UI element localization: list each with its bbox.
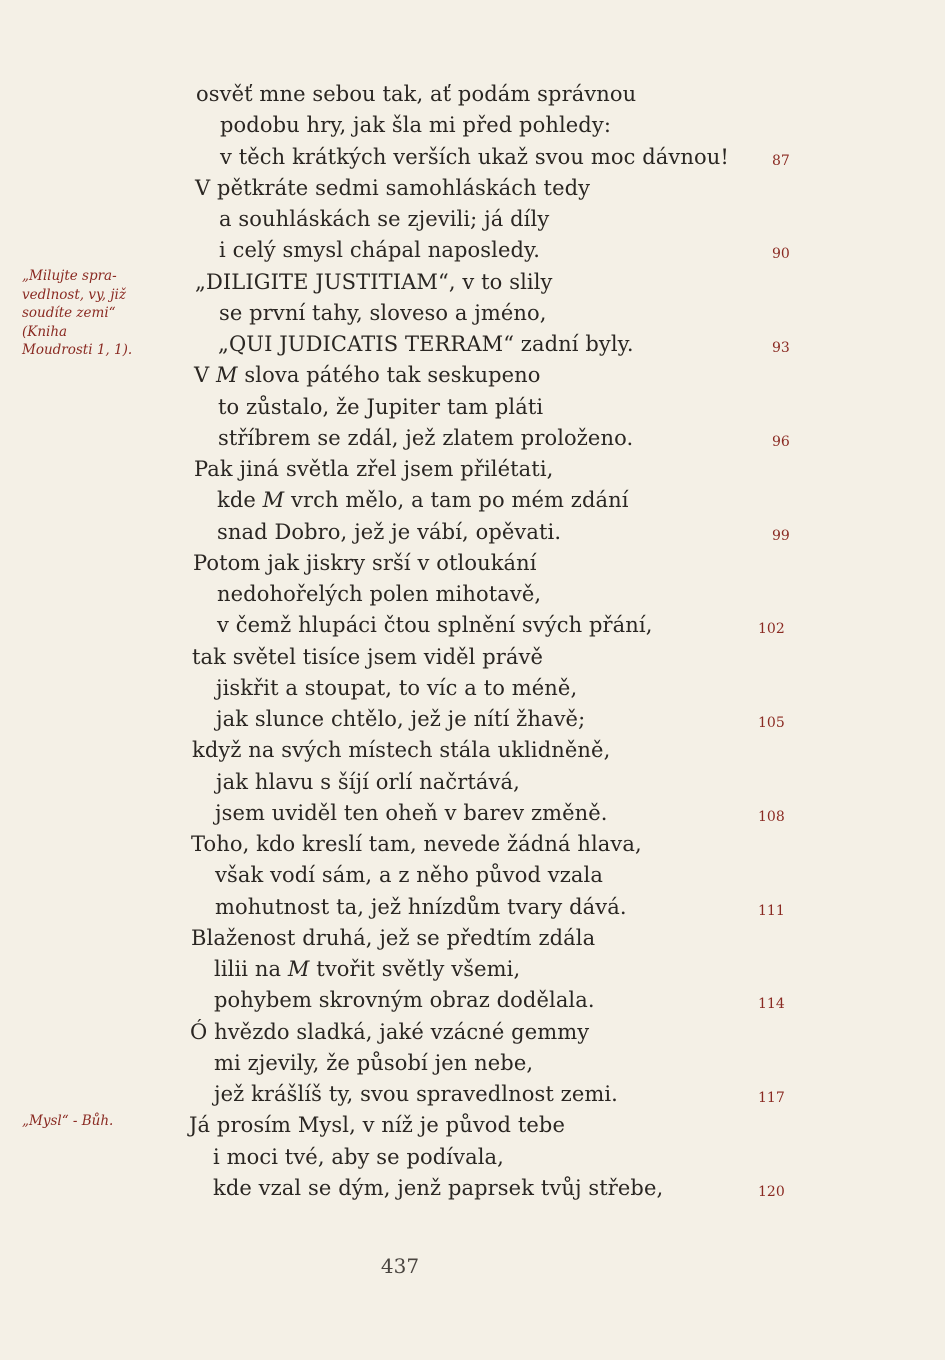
line-number: 102 — [758, 621, 785, 638]
line-number: 120 — [758, 1183, 785, 1200]
line-number: 114 — [758, 996, 785, 1013]
verse-line: kde M vrch mělo, a tam po mém zdání — [217, 488, 629, 513]
verse-line: „QUI JUDICATIS TERRAM“ zadní byly. — [218, 332, 634, 356]
verse-line: snad Dobro, jež je vábí, opěvati. — [217, 519, 562, 544]
verse-line: i moci tvé, aby se podívala, — [213, 1144, 504, 1169]
verse-line: v těch krátkých verších ukaž svou moc dávnou! — [220, 144, 729, 169]
verse-line: mohutnost ta, jež hnízdům tvary dává. — [215, 894, 627, 919]
line-number: 87 — [772, 152, 790, 169]
page-number: 437 — [380, 1254, 420, 1278]
verse-line: Pak jiná světla zřel jsem přilétati, — [194, 457, 554, 481]
line-number: 90 — [772, 246, 790, 263]
verse-line: jak hlavu s šíjí orlí načrtává, — [216, 769, 520, 794]
verse-line: osvěť mne sebou tak, ať podám správnou — [196, 82, 637, 106]
verse-line: lilii na M tvořit světly všemi, — [214, 957, 521, 981]
line-number: 93 — [772, 340, 790, 356]
verse-line: jež krášlíš ty, svou spravedlnost zemi. — [214, 1082, 618, 1106]
verse-line: v čemž hlupáci čtou splnění svých přání, — [217, 613, 653, 638]
verse-line: V pětkráte sedmi samohláskách tedy — [195, 175, 591, 200]
verse-line: pohybem skrovným obraz dodělala. — [214, 988, 595, 1013]
verse-line: to zůstalo, že Jupiter tam pláti — [218, 394, 544, 419]
line-number: 99 — [772, 527, 790, 544]
verse-line: jiskřit a stoupat, to víc a to méně, — [216, 675, 578, 700]
line-number: 108 — [758, 808, 785, 825]
line-number: 111 — [758, 902, 785, 919]
verse-line: mi zjevily, že působí jen nebe, — [214, 1050, 534, 1075]
verse-line: „DILIGITE JUSTITIAM“, v to slily — [195, 269, 553, 294]
verse-line: a souhláskách se zjevili; já díly — [219, 207, 550, 231]
margin-note-line: (Kniha — [22, 323, 68, 340]
verse-line: však vodí sám, a z něho původ vzala — [215, 863, 603, 888]
verse-line: podobu hry, jak šla mi před pohledy: — [220, 113, 611, 138]
verse-line: jsem uviděl ten oheň v barev změně. — [215, 800, 608, 825]
verse-line: když na svých místech stála uklidněně, — [192, 738, 611, 763]
verse-line: i celý smysl chápal naposledy. — [219, 238, 540, 263]
line-number: 117 — [758, 1090, 785, 1106]
verse-line: Toho, kdo kreslí tam, nevede žádná hlava, — [191, 832, 642, 856]
verse-line: V M slova pátého tak seskupeno — [194, 363, 541, 388]
margin-note-line: „Mysl“ - Bůh. — [22, 1113, 114, 1129]
margin-note-line: vedlnost, vy, již — [22, 286, 126, 303]
verse-line: nedohořelých polen mihotavě, — [217, 582, 542, 606]
verse-line: stříbrem se zdál, jež zlatem proloženo. — [218, 425, 634, 450]
verse-line: se první tahy, sloveso a jméno, — [219, 300, 547, 325]
margin-note-line: soudíte zemi“ — [22, 305, 116, 321]
verse-line: tak světel tisíce jsem viděl právě — [192, 644, 544, 669]
line-number: 105 — [758, 715, 785, 731]
verse-line: kde vzal se dým, jenž paprsek tvůj střebe, — [213, 1175, 664, 1200]
verse-line: Ó hvězdo sladká, jaké vzácné gemmy — [190, 1019, 590, 1044]
verse-line: Já prosím Mysl, v níž je původ tebe — [189, 1113, 565, 1138]
verse-line: Blaženost druhá, jež se předtím zdála — [191, 925, 596, 950]
margin-note-line: Moudrosti 1, 1). — [22, 342, 133, 358]
verse-line: jak slunce chtělo, jež je nítí žhavě; — [216, 707, 586, 731]
line-number: 96 — [772, 433, 790, 450]
verse-line: Potom jak jiskry srší v otloukání — [193, 550, 537, 575]
margin-note-line: „Milujte spra- — [22, 268, 117, 284]
